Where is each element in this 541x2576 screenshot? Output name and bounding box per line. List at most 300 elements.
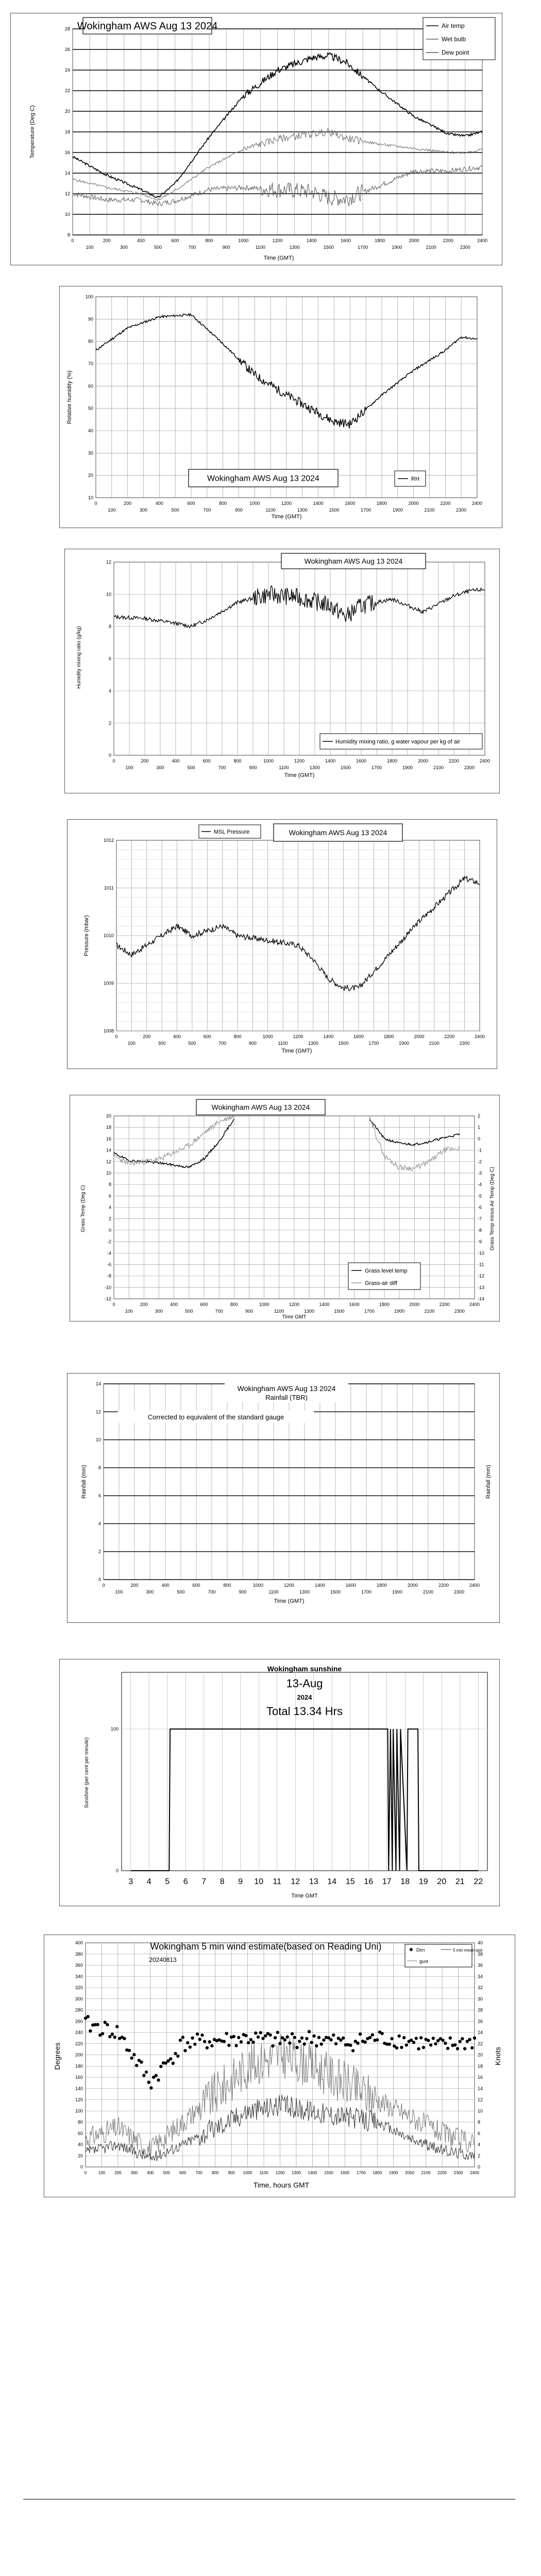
x-tick-label: 1400 [313,501,324,506]
direction-point [390,2037,393,2040]
direction-point [288,2041,291,2044]
x-tick-label: 700 [195,2171,202,2175]
x-tick-label: 2400 [479,758,491,764]
x-tick-label: 1600 [349,1302,360,1307]
direction-point [223,2040,226,2043]
direction-point [174,2052,177,2055]
x-tick-label: 13 [309,1877,318,1886]
y-axis-label: Pressure (mbar) [83,915,90,956]
y-tick-label: 16 [106,1136,111,1142]
y-tick-label: -12 [104,1296,111,1301]
direction-point [268,2033,272,2037]
y-tick-label: 26 [64,47,70,52]
chart-rainfall [67,1373,500,1623]
y-tick-label: 400 [75,1940,83,1945]
chart-mixing-ratio [64,549,500,793]
x-tick-label: 16 [364,1877,374,1886]
x-tick-label: 200 [124,501,132,506]
y2-tick-label: -10 [478,1250,485,1256]
direction-point [368,2036,371,2039]
x-tick-label: 1800 [386,758,398,764]
direction-point [283,2038,286,2041]
x-tick-label: 1200 [281,501,292,506]
x-tick-label: 1200 [293,1034,303,1039]
direction-point [96,2023,99,2026]
y2-axis-label: Knots [494,2047,502,2065]
x-tick-label: 8 [219,1877,225,1886]
y2-tick-label: 40 [478,1940,483,1945]
x-tick-label: 10 [254,1877,264,1886]
x-tick-label: 1800 [376,1583,387,1588]
direction-point [432,2037,435,2040]
y-tick-label: 60 [88,383,93,389]
x-tick-label: 1700 [368,1041,379,1046]
legend-label: MSL Pressure [214,829,250,835]
legend-swatch [410,1948,413,1951]
y-tick-label: 0 [80,2164,83,2170]
direction-point [434,2042,437,2045]
direction-point [130,2057,133,2060]
x-tick-label: 0 [94,501,97,506]
x-tick-label: 2000 [414,1034,425,1039]
direction-point [412,2041,415,2044]
y2-tick-label: 24 [478,2030,483,2035]
x-tick-label: 1400 [325,758,336,764]
x-tick-label: 1700 [361,1589,372,1595]
y2-tick-label: 36 [478,1962,483,1968]
y-tick-label: 18 [64,129,70,134]
direction-point [322,2039,325,2042]
chart-title: Wokingham AWS Aug 13 2024 [304,556,403,565]
direction-point [427,2039,430,2042]
x-tick-label: 600 [187,501,195,506]
x-tick-label: 19 [418,1877,428,1886]
x-tick-label: 500 [171,507,179,513]
x-tick-label: 1000 [252,1583,264,1588]
y-tick-label: 180 [75,2063,83,2069]
y-tick-label: 120 [75,2097,83,2103]
x-tick-label: 100 [127,1041,136,1046]
x-tick-label: 100 [125,1309,133,1314]
x-tick-label: 1200 [294,758,305,764]
x-tick-label: 9 [238,1877,243,1886]
x-tick-label: 600 [203,1034,211,1039]
x-tick-label: 1300 [289,245,300,250]
direction-point [315,2044,318,2047]
direction-point [157,2078,160,2081]
direction-point [295,2046,298,2049]
y-axis-label: Humidity mixing ratio (g/kg) [76,626,82,689]
y-tick-label: 0 [98,1577,101,1582]
direction-point [132,2053,136,2056]
direction-point [208,2040,211,2043]
x-tick-label: 1800 [379,1302,390,1307]
y2-tick-label: 32 [478,1985,483,1990]
legend-label: Humidity mixing ratio, g water vapour per kg of air [335,739,461,745]
x-tick-label: 2100 [424,1309,435,1314]
x-tick-label: 1900 [388,2171,398,2175]
x-tick-label: 800 [205,238,213,243]
direction-point [442,2039,445,2042]
x-axis-label: Time (GMT) [281,1048,312,1054]
y-tick-label: 14 [95,1381,101,1386]
x-tick-label: 1100 [278,1041,288,1046]
direction-point [244,2034,247,2037]
direction-point [303,2042,306,2045]
x-tick-label: 500 [154,245,162,250]
direction-point [468,2038,471,2041]
y2-tick-label: -1 [478,1147,482,1153]
direction-point [320,2042,323,2045]
y2-tick-label: 12 [478,2097,483,2103]
x-tick-label: 22 [474,1877,483,1886]
x-tick-label: 200 [103,238,111,243]
x-axis-label: Time, hours GMT [253,2181,310,2189]
x-axis-label: Time (GMT) [271,514,302,520]
x-tick-label: 600 [202,758,211,764]
x-tick-label: 1100 [259,2171,268,2175]
x-tick-label: 2100 [433,765,444,770]
mixing-ratio-chart-svg [65,549,500,794]
direction-point [453,2043,457,2046]
direction-point [135,2064,138,2067]
x-tick-label: 1400 [306,238,317,243]
direction-point [308,2030,311,2033]
y-tick-label: 8 [67,232,70,238]
x-tick-label: 1500 [330,1589,341,1595]
chart-title: Wokingham AWS Aug 13 2024 [207,474,319,483]
y2-tick-label: -13 [478,1284,485,1290]
y-tick-label: 1011 [104,885,114,891]
x-tick-label: 1300 [299,1589,310,1595]
chart-pressure [67,819,497,1069]
direction-point [359,2032,362,2036]
y2-axis-label: Grass Temp minus Air Temp (Deg C) [489,1166,495,1251]
x-tick-label: 2000 [409,1302,420,1307]
chart-title: Wokingham AWS Aug 13 2024 [237,1384,336,1393]
y-tick-label: 6 [108,656,111,662]
direction-point [286,2036,289,2039]
x-tick-label: 1500 [323,245,334,250]
x-tick-label: 1700 [361,507,371,513]
x-axis-label: Time (GMT) [274,1598,305,1604]
direction-point [402,2036,405,2039]
x-tick-label: 1800 [383,1034,394,1039]
y-tick-label: 300 [75,1996,83,2002]
y-tick-label: 4 [108,1205,111,1210]
plot-area [122,1672,487,1871]
direction-point [200,2033,204,2037]
direction-point [234,2044,238,2047]
x-tick-label: 1400 [319,1302,330,1307]
direction-point [111,2032,114,2036]
direction-point [461,2037,464,2040]
x-tick-label: 1000 [262,1034,273,1039]
direction-point [278,2042,281,2045]
x-tick-label: 1700 [356,2171,366,2175]
direction-point [196,2032,199,2036]
x-tick-label: 100 [125,765,133,770]
direction-point [398,2035,401,2038]
legend-label: Grass-air diff [365,1280,397,1286]
x-tick-label: 1100 [265,507,276,513]
y2-tick-label: 26 [478,2019,483,2024]
direction-point [446,2047,449,2050]
direction-point [172,2062,175,2065]
x-tick-label: 500 [177,1589,185,1595]
x-tick-label: 300 [155,1309,163,1314]
chart-date: 13-Aug [286,1677,323,1690]
rainfall-chart-svg [67,1374,500,1623]
x-tick-label: 1900 [399,1041,410,1046]
x-tick-label: 1800 [373,2171,382,2175]
y-tick-label: 80 [88,338,93,344]
x-tick-label: 700 [215,1309,223,1314]
x-tick-label: 1700 [364,1309,375,1314]
x-tick-label: 2000 [417,758,429,764]
x-tick-label: 100 [108,507,116,513]
direction-point [254,2031,257,2035]
x-tick-label: 1100 [255,245,266,250]
x-tick-label: 1500 [324,2171,333,2175]
direction-point [410,2039,413,2042]
y-tick-label: 20 [64,109,70,114]
direction-point [376,2038,379,2041]
direction-point [189,2045,192,2048]
x-tick-label: 200 [140,1302,148,1307]
y2-tick-label: -12 [478,1273,485,1279]
x-tick-label: 2000 [409,238,419,243]
direction-point [183,2049,187,2052]
direction-point [293,2036,296,2039]
direction-point [261,2037,264,2040]
direction-point [113,2036,116,2039]
x-tick-label: 1700 [371,765,382,770]
y-tick-label: 10 [88,495,93,500]
x-tick-label: 12 [291,1877,300,1886]
x-tick-label: 800 [233,1034,242,1039]
chart-title: Wokingham sunshine [267,1665,342,1673]
x-tick-label: 0 [115,1034,118,1039]
y2-tick-label: -7 [478,1216,482,1222]
y2-tick-label: 0 [478,1136,481,1142]
x-tick-label: 600 [192,1583,200,1588]
direction-point [444,2042,447,2045]
y-tick-label: -10 [104,1284,111,1290]
y-tick-label: 10 [64,212,70,217]
x-tick-label: 2200 [443,238,453,243]
x-tick-label: 900 [234,507,243,513]
x-tick-label: 500 [188,1041,196,1046]
x-tick-label: 800 [219,501,227,506]
x-tick-label: 900 [248,1041,257,1046]
direction-point [351,2049,354,2052]
x-tick-label: 1200 [283,1583,295,1588]
x-tick-label: 1800 [376,501,387,506]
y-tick-label: 100 [110,1726,119,1732]
legend-label: Dew point [442,49,469,56]
x-tick-label: 0 [102,1583,105,1588]
x-tick-label: 2100 [426,245,436,250]
x-tick-label: 300 [130,2171,138,2175]
x-tick-label: 1000 [263,758,274,764]
direction-point [128,2049,131,2052]
direction-point [159,2065,162,2068]
y-tick-label: 1009 [103,980,114,986]
y-tick-label: -6 [107,1262,111,1267]
x-tick-label: 1100 [279,765,289,770]
y-tick-label: 340 [75,1974,83,1979]
y2-tick-label: 28 [478,2007,483,2013]
y2-tick-label: 2 [478,2153,481,2159]
y-tick-label: 12 [95,1409,101,1415]
direction-point [259,2031,262,2034]
y-tick-label: 12 [64,191,70,196]
direction-point [381,2032,384,2035]
direction-point [264,2034,267,2037]
y-tick-label: 380 [75,1951,83,1957]
y-tick-label: 40 [77,2142,83,2147]
x-tick-label: 1200 [275,2171,285,2175]
direction-point [210,2044,213,2047]
direction-point [101,2032,104,2035]
x-tick-label: 1200 [289,1302,300,1307]
legend-label: RH [411,476,419,482]
x-tick-label: 700 [218,1041,227,1046]
direction-point [459,2040,462,2043]
direction-point [342,2037,345,2040]
x-tick-label: 2100 [421,2171,431,2175]
direction-point [400,2046,403,2049]
y2-tick-label: 38 [478,1951,483,1957]
sunshine-chart-svg [60,1659,500,1907]
x-tick-label: 2200 [438,1583,449,1588]
x-tick-label: 600 [200,1302,208,1307]
y2-tick-label: 0 [478,2164,481,2170]
y-tick-label: 360 [75,1962,83,1968]
x-tick-label: 2300 [459,1041,470,1046]
x-tick-label: 800 [223,1583,231,1588]
wind-chart-svg [44,1935,516,2198]
x-tick-label: 900 [245,1309,253,1314]
y-tick-label: 60 [77,2130,83,2136]
y2-tick-label: -4 [478,1182,482,1188]
direction-point [274,2036,277,2039]
direction-point [395,2046,398,2049]
direction-point [232,2035,235,2038]
direction-point [300,2037,303,2040]
y-tick-label: 8 [108,624,111,629]
x-tick-label: 300 [120,245,128,250]
x-tick-label: 1700 [358,245,368,250]
x-tick-label: 700 [208,1589,216,1595]
x-tick-label: 1300 [308,1041,318,1046]
y-tick-label: 90 [88,316,93,322]
y2-tick-label: -5 [478,1193,482,1199]
y2-tick-label: 1 [478,1125,481,1130]
direction-point [422,2046,425,2049]
x-tick-label: 2300 [453,1589,465,1595]
direction-point [140,2060,143,2063]
y-tick-label: 22 [64,88,70,93]
x-tick-label: 900 [249,765,257,770]
x-tick-label: 15 [345,1877,355,1886]
x-tick-label: 1000 [259,1302,269,1307]
x-tick-label: 2200 [448,758,460,764]
x-tick-label: 2400 [477,238,488,243]
chart-title: Wokingham AWS Aug 13 2024 [211,1103,310,1111]
y-tick-label: 20 [77,2153,83,2159]
y-axis-label: Grass Temp (Deg C) [80,1185,86,1232]
x-tick-label: 1500 [329,507,340,513]
y-tick-label: 2 [108,720,111,726]
x-tick-label: 300 [146,1589,154,1595]
chart-wind [44,1935,515,2197]
x-tick-label: 700 [218,765,226,770]
y-tick-label: 320 [75,1985,83,1990]
x-axis-label: Time GMT [282,1314,307,1320]
direction-point [104,2021,107,2024]
direction-point [149,2087,153,2090]
x-tick-label: 400 [147,2171,154,2175]
x-tick-label: 1500 [340,765,351,770]
direction-point [193,2043,196,2046]
x-tick-label: 300 [156,765,164,770]
x-tick-label: 2200 [444,1034,455,1039]
chart-temperature [10,13,502,265]
x-tick-label: 1900 [392,507,403,513]
direction-point [291,2032,294,2035]
direction-point [371,2033,374,2036]
y-tick-label: 1008 [103,1028,114,1033]
x-tick-label: 1800 [375,238,385,243]
x-tick-label: 1600 [340,2171,350,2175]
y-tick-label: 4 [108,688,111,693]
y2-tick-label: 22 [478,2041,483,2046]
direction-point [257,2036,260,2039]
x-tick-label: 500 [163,2171,170,2175]
y-tick-label: 2 [98,1549,101,1554]
x-tick-label: 6 [183,1877,188,1886]
direction-point [356,2042,359,2045]
y-tick-label: 10 [106,1170,111,1176]
direction-point [87,2015,90,2018]
x-tick-label: 100 [98,2171,106,2175]
legend-label: gust [419,1959,429,1964]
y-tick-label: -8 [107,1273,111,1279]
y2-tick-label: -6 [478,1205,482,1210]
direction-point [405,2043,408,2046]
y-tick-label: 28 [64,26,70,31]
y2-tick-label: 8 [478,2120,481,2125]
y-tick-label: 140 [75,2086,83,2091]
y-tick-label: 24 [64,67,70,73]
x-tick-label: 1600 [345,1583,357,1588]
y2-tick-label: 10 [478,2108,483,2114]
direction-point [115,2025,119,2028]
x-tick-label: 0 [112,1302,115,1307]
y-tick-label: 8 [98,1465,101,1470]
y-tick-label: -4 [107,1250,111,1256]
y2-tick-label: -3 [478,1170,482,1176]
x-tick-label: 100 [115,1589,123,1595]
x-tick-label: 21 [455,1877,465,1886]
direction-point [470,2046,474,2049]
direction-point [332,2033,335,2037]
y-tick-label: 1012 [103,838,114,843]
y2-tick-label: -2 [478,1159,482,1164]
y-tick-label: 80 [77,2120,83,2125]
